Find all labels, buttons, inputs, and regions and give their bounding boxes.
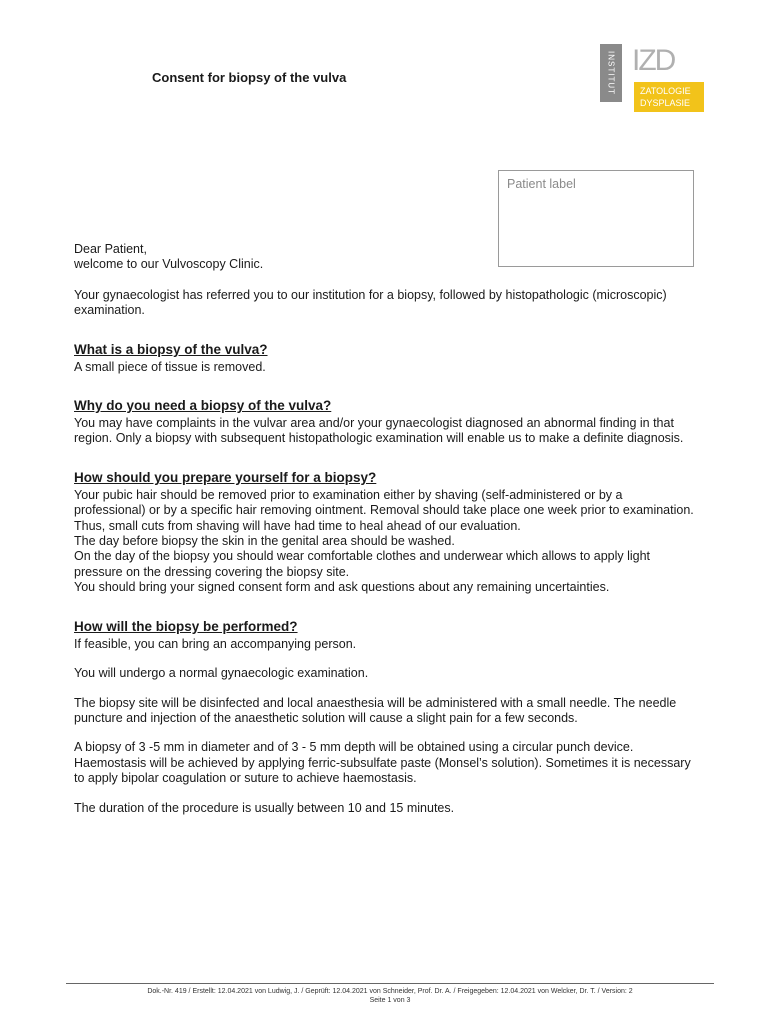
logo-vertical-strip bbox=[600, 44, 622, 102]
section-paragraph: A biopsy of 3 -5 mm in diameter and of 3 - 5 mm depth will be obtained using a circular punch device. Haemostasis will be achieved by applying ferric-subsulfate paste (Monsel’s solution). Sometimes it is necessary to apply bipolar coagulation or suture to achieve haemostasis. bbox=[74, 740, 691, 786]
section-paragraph: The biopsy site will be disinfected and local anaesthesia will be administered with a small needle. The needle puncture and injection of the anaesthetic solution will cause a slight pain for a few seconds. bbox=[74, 695, 677, 725]
section-heading: Why do you need a biopsy of the vulva? bbox=[74, 398, 332, 414]
patient-label-text: Patient label bbox=[507, 177, 576, 191]
welcome-text: welcome to our Vulvoscopy Clinic. bbox=[74, 257, 264, 272]
logo-yellow-box bbox=[634, 82, 704, 112]
section-paragraph: The day before biopsy the skin in the genital area should be washed. bbox=[74, 534, 455, 549]
section-paragraph: You may have complaints in the vulvar area and/or your gynaecologist diagnosed an abnormal finding in that region. Only a biopsy with subsequent histopathologic examination will enable us to make a definite diagnosis. bbox=[74, 416, 684, 446]
referral-text: Your gynaecologist has referred you to our institution for a biopsy, followed by histopathologic (microscopic) examination. bbox=[74, 287, 667, 318]
footer-divider bbox=[66, 983, 714, 984]
footer-document-info: Dok.-Nr. 419 / Erstellt: 12.04.2021 von Ludwig, J. / Geprüft: 12.04.2021 von Schneider, Prof. Dr. A. / Freigegeben: 12.04.2021 von Welcker, Dr. T. / Version: 2 bbox=[147, 988, 633, 995]
section-heading: How will the biopsy be performed? bbox=[74, 618, 298, 634]
section-paragraph: The duration of the procedure is usually between 10 and 15 minutes. bbox=[74, 800, 455, 815]
section-paragraph: You should bring your signed consent form and ask questions about any remaining uncertainties. bbox=[74, 580, 610, 595]
section-paragraph: Your pubic hair should be removed prior to examination either by shaving (self-administered or by a professional) or by a specific hair removing ointment. Removal should take place one week prior to examination. Thus, small cuts from shaving will have had time to heal ahead of our evaluation. bbox=[74, 487, 694, 533]
logo-box-line2: DYSPLASIE bbox=[640, 98, 691, 108]
logo-vertical-text: INSTITUT bbox=[606, 51, 616, 95]
footer-page-number: Seite 1 von 3 bbox=[369, 997, 411, 1004]
section-paragraph: If feasible, you can bring an accompanying person. bbox=[74, 636, 357, 651]
document-title: Consent for biopsy of the vulva bbox=[152, 70, 347, 85]
page-footer bbox=[66, 987, 714, 1005]
logo-mark: IZD bbox=[632, 44, 675, 77]
institute-logo bbox=[600, 44, 704, 112]
document-body bbox=[74, 242, 694, 816]
logo-box-line1: ZATOLOGIE bbox=[640, 86, 691, 96]
section-paragraph: You will undergo a normal gynaecologic examination. bbox=[74, 666, 369, 681]
section-heading: How should you prepare yourself for a biopsy? bbox=[74, 469, 377, 485]
section-paragraph: On the day of the biopsy you should wear comfortable clothes and underwear which allows to apply light pressure on the dressing covering the biopsy site. bbox=[74, 549, 651, 579]
greeting: Dear Patient, bbox=[74, 242, 147, 256]
section-paragraph: A small piece of tissue is removed. bbox=[74, 359, 266, 374]
section-heading: What is a biopsy of the vulva? bbox=[74, 341, 268, 357]
